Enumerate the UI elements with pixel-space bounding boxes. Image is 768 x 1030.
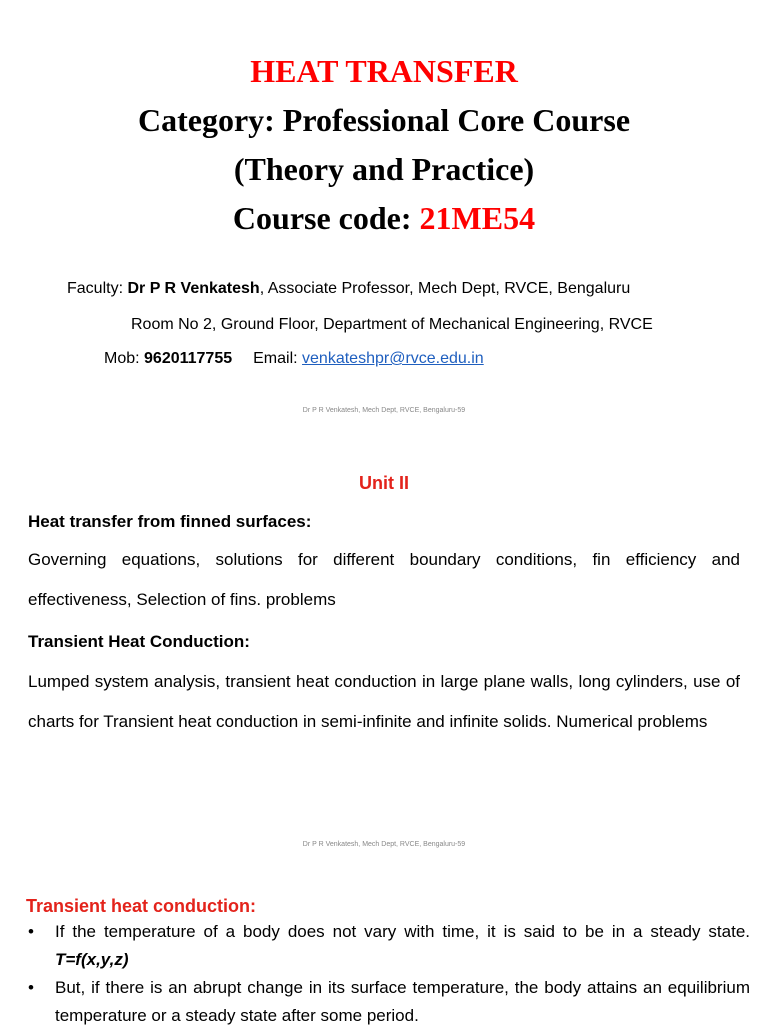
fins-heading: Heat transfer from finned surfaces: (28, 512, 312, 531)
list-item (0, 918, 768, 974)
transient-slide (0, 870, 768, 1024)
bullet-icon: • (28, 922, 34, 941)
transient-description: Lumped system analysis, transient heat conduction in large plane walls, long cylinders, use of charts for Transient heat conduction in semi-infinite and infinite solids. Numerical problems (28, 672, 740, 731)
faculty-label: Faculty: (67, 280, 128, 297)
transient-heading: Transient Heat Conduction: (28, 632, 250, 651)
fins-description: Governing equations, solutions for different boundary conditions, fin efficiency and effectiveness, Selection of fins. problems (28, 550, 740, 609)
contact-line (104, 349, 484, 369)
email-label: Email: (253, 350, 303, 367)
course-code-line (0, 198, 768, 238)
faculty-designation: , Associate Professor, Mech Dept, RVCE, Bengaluru (259, 280, 631, 297)
email-link[interactable]: venkateshpr@rvce.edu.in (302, 350, 484, 367)
title-slide (0, 0, 768, 440)
transient-title: Transient heat conduction: (26, 896, 257, 916)
bullet-text: But, if there is an abrupt change in its surface temperature, the body attains an equilibrium temperature or a steady state after some period. (55, 978, 750, 1025)
bullet-formula: T=f(x,y,z) (55, 950, 129, 969)
list-item (0, 974, 768, 1030)
bullet-list (0, 918, 768, 1030)
slide-footer: Dr P R Venkatesh, Mech Dept, RVCE, Bengaluru-59 (302, 841, 466, 848)
room-line: Room No 2, Ground Floor, Department of Mechanical Engineering, RVCE (131, 316, 653, 333)
bullet-icon: • (28, 978, 34, 997)
bullet-text: If the temperature of a body does not vary with time, it is said to be in a steady state. (55, 922, 750, 941)
course-code-label: Course code: (232, 200, 420, 236)
slide-footer: Dr P R Venkatesh, Mech Dept, RVCE, Bengaluru-59 (302, 407, 466, 414)
faculty-name: Dr P R Venkatesh (127, 280, 260, 297)
course-code: 21ME54 (419, 200, 536, 236)
course-category: Category: Professional Core Course (137, 102, 631, 138)
syllabus-slide (0, 440, 768, 870)
mob-number: 9620117755 (144, 350, 233, 367)
faculty-line (67, 279, 630, 299)
course-subtitle: (Theory and Practice) (233, 151, 535, 187)
course-title: HEAT TRANSFER (250, 53, 518, 89)
unit-title: Unit II (359, 473, 409, 493)
mob-label: Mob: (104, 350, 145, 367)
